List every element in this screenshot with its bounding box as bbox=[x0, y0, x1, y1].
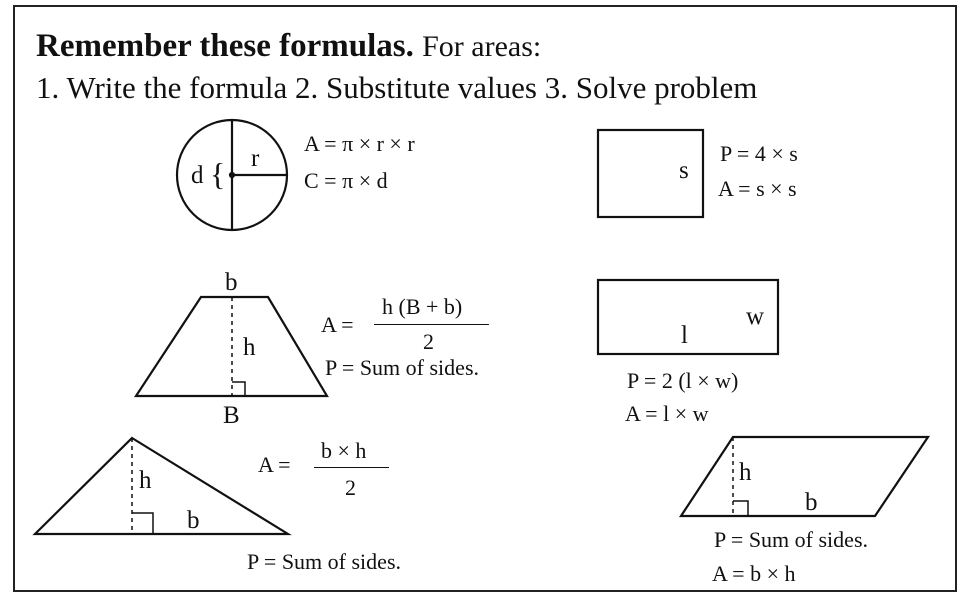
title-rest: For areas: bbox=[422, 30, 542, 63]
diameter-brace: { bbox=[210, 156, 226, 192]
triangle-fraction-bar bbox=[314, 467, 389, 468]
square-label-s: s bbox=[679, 157, 689, 184]
circle-circumference-formula: C = π × d bbox=[304, 168, 388, 193]
triangle-right-angle bbox=[132, 513, 153, 534]
steps-line: 1. Write the formula 2. Substitute values 3. Solve problem bbox=[36, 70, 758, 105]
trapezoid-area-numerator: h (B + b) bbox=[382, 294, 463, 319]
parallelogram-area-formula: A = b × h bbox=[712, 561, 796, 586]
circle-area-formula: A = π × r × r bbox=[304, 131, 415, 156]
trapezoid-label-b: b bbox=[225, 269, 238, 296]
parallelogram-perimeter-formula: P = Sum of sides. bbox=[714, 527, 868, 552]
rectangle-area-formula: A = l × w bbox=[625, 401, 709, 426]
parallelogram-label-b: b bbox=[805, 489, 818, 516]
title-bold: Remember these formulas. bbox=[36, 28, 414, 64]
trapezoid-fraction-bar bbox=[374, 324, 489, 325]
rectangle-perimeter-formula: P = 2 (l × w) bbox=[627, 368, 739, 393]
triangle-label-b: b bbox=[187, 507, 200, 534]
trapezoid-area-prefix: A = bbox=[321, 312, 354, 337]
triangle-perimeter-formula: P = Sum of sides. bbox=[247, 549, 401, 574]
rectangle-label-l: l bbox=[681, 322, 688, 349]
triangle-figure bbox=[35, 438, 288, 534]
parallelogram-label-h: h bbox=[739, 459, 752, 486]
trapezoid-label-B: B bbox=[223, 402, 240, 429]
trapezoid-right-angle bbox=[232, 382, 245, 396]
trapezoid-perimeter-formula: P = Sum of sides. bbox=[325, 355, 479, 380]
triangle-area-prefix: A = bbox=[258, 452, 291, 477]
circle-label-r: r bbox=[251, 145, 260, 172]
trapezoid-figure bbox=[136, 297, 327, 396]
triangle-shape bbox=[35, 438, 288, 534]
circle-center bbox=[230, 173, 234, 177]
square-area-formula: A = s × s bbox=[718, 176, 797, 201]
trapezoid-area-denominator: 2 bbox=[423, 329, 434, 354]
square-perimeter-formula: P = 4 × s bbox=[720, 141, 798, 166]
triangle-area-numerator: b × h bbox=[321, 438, 367, 463]
triangle-label-h: h bbox=[139, 467, 152, 494]
triangle-area-denominator: 2 bbox=[345, 475, 356, 500]
rectangle-label-w: w bbox=[746, 303, 765, 330]
trapezoid-label-h: h bbox=[243, 334, 256, 361]
circle-label-d: d bbox=[191, 162, 204, 189]
parallelogram-right-angle bbox=[733, 501, 748, 516]
